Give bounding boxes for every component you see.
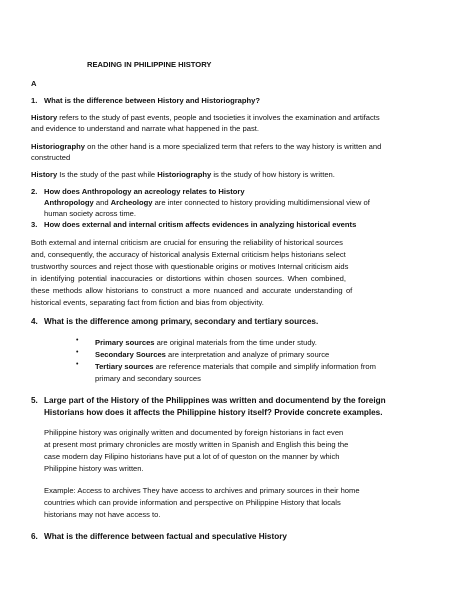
answer-5-line-3: case modern day Filipino historians have put a lot of of queston on the manner by which [44,452,340,461]
page-title: READING IN PHILIPPINE HISTORY [87,60,212,69]
question-2-number: 2. [31,187,38,196]
section-label: A [31,79,37,88]
primary-text: are original materials from the time under study. [154,338,317,347]
archeology-term: Archeology [110,198,153,207]
secondary-term: Secondary Sources [95,350,166,359]
bullet-secondary [95,350,329,359]
question-5-line-1: Large part of the History of the Philippines was written and documentend by the foreign [44,396,386,405]
criticism-line-3: trustworthy sources and reject those with questionable origins or motives Internal criticism aids [31,262,349,271]
tertiary-text: are reference materials that compile and simplify information from [153,362,376,371]
summary-term-historiography: Historiography [157,170,212,179]
anthropology-term: Anthropology [44,198,94,207]
historiography-term: Historiography [31,142,86,151]
question-5-number: 5. [31,396,38,405]
tertiary-term: Tertiary sources [95,362,154,371]
summary-end: is the study of how history is written. [211,170,335,179]
example-line-2: countries which can provide information and perspective on Philippine History that locals [44,498,341,507]
bullet-icon: • [76,361,79,368]
bullet-tertiary [95,362,376,371]
history-definition-line-1 [31,113,380,122]
secondary-text: are interpretation and analyze of primary source [165,350,330,359]
criticism-line-2: and, consequently, the accuracy of historical analysis External criticism helps historians select [31,250,346,259]
history-term: History [31,113,58,122]
answer-2-line-1 [44,198,370,207]
bullet-primary [95,338,317,347]
primary-term: Primary sources [95,338,155,347]
criticism-line-5: these methods allow historians to construct a more nuanced and accurate understanding of [31,286,353,295]
answer-5-line-4: Philippine history was written. [44,464,144,473]
question-1: What is the difference between History and Historiography? [44,96,261,105]
historiography-definition-line-1 [31,142,381,151]
question-5-line-2: Historians how does it affects the Philippine history itself? Provide concrete examples. [44,408,383,417]
history-definition-line-2: and evidence to understand and narrate what happened in the past. [31,124,259,133]
summary-term-history: History [31,170,58,179]
question-6-number: 6. [31,532,38,541]
question-4: What is the difference among primary, secondary and tertiary sources. [44,317,319,326]
bullet-icon: • [76,337,79,344]
bullet-icon: • [76,349,79,356]
historiography-definition-line-2: constructed [31,153,71,162]
question-1-number: 1. [31,96,38,105]
example-line-1: Example: Access to archives They have access to archives and primary sources in their home [44,486,360,495]
historiography-definition-text: on the other hand is a more specialized term that refers to the way history is written and [85,142,382,151]
answer-2-and: and [93,198,111,207]
answer-2-text: are inter connected to history providing multidimensional view of [152,198,370,207]
bullet-tertiary-line-2: primary and secondary sources [95,374,201,383]
answer-5-line-1: Philippine history was originally written and documented by foreign historians in fact even [44,428,344,437]
question-3-number: 3. [31,220,38,229]
summary-mid: Is the study of the past while [57,170,158,179]
history-definition-text: refers to the study of past events, people and tsocieties it involves the examination and artifacts [57,113,380,122]
question-2: How does Anthropology an acreology relates to History [44,187,245,196]
question-3: How does external and internal critism affects evidences in analyzing historical events [44,220,357,229]
example-line-3: historians may not have access to. [44,510,161,519]
criticism-line-4: in identifying potential inaccuracies or distortions within chosen sources. When combined, [31,274,346,283]
summary-line [31,170,335,179]
criticism-line-1: Both external and internal criticism are crucial for ensuring the reliability of historical sources [31,238,343,247]
criticism-line-6: historical events, separating fact from fiction and bias from objectivity. [31,298,264,307]
answer-2-line-2: human society across time. [44,209,137,218]
question-4-number: 4. [31,317,38,326]
answer-5-line-2: at present most primary chronicles are mostly written in Spanish and English this being the [44,440,349,449]
question-6: What is the difference between factual and speculative History [44,532,287,541]
